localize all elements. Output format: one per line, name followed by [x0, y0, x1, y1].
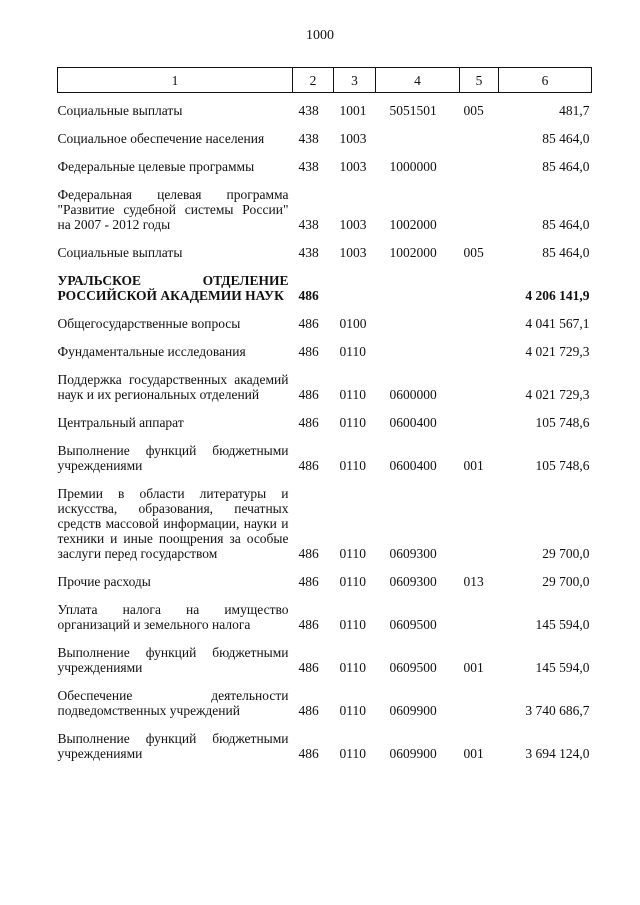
page-number: 1000: [306, 28, 334, 43]
row-kind-cell: 001: [463, 660, 484, 675]
row-name-cell: Федеральная целевая программа "Развитие судебной системы России" на 2007 - 2012 годы: [57, 187, 289, 232]
table-row: [58, 486, 592, 574]
column-header-name: 1: [58, 68, 293, 93]
row-kind-cell: [460, 688, 499, 731]
column-header-amount: 6: [499, 68, 592, 93]
row-amount-cell: 4 021 729,3: [525, 387, 590, 402]
table-body: [58, 93, 592, 775]
row-ministry-cell: 438: [298, 245, 319, 260]
row-kind-cell: [460, 316, 499, 344]
row-kind-cell: [460, 602, 499, 645]
row-section-cell: 0110: [339, 574, 366, 589]
row-amount-cell: 29 700,0: [542, 574, 590, 589]
row-amount-cell: 145 594,0: [535, 617, 590, 632]
row-ministry-cell: 486: [298, 546, 319, 561]
budget-table: [57, 67, 592, 774]
table-row: [58, 731, 592, 774]
row-kind-cell: 013: [463, 574, 484, 589]
row-name-cell: Обеспечение деятельности подведомственных учреждений: [57, 688, 289, 718]
column-header-ministry: 2: [293, 68, 334, 93]
row-amount-cell: 29 700,0: [542, 546, 590, 561]
row-section-cell: 1001: [339, 103, 367, 118]
row-amount-cell: 3 694 124,0: [525, 746, 590, 761]
row-amount-cell: 105 748,6: [535, 415, 590, 430]
header-row: [58, 68, 592, 93]
row-name-cell: Выполнение функций бюджетными учреждениями: [57, 645, 289, 675]
row-name-cell: Общегосударственные вопросы: [57, 316, 241, 331]
row-kind-cell: 005: [463, 103, 484, 118]
row-name-cell: Выполнение функций бюджетными учреждениями: [57, 443, 289, 473]
row-name-cell: Выполнение функций бюджетными учреждениями: [57, 731, 289, 761]
row-kind-cell: [460, 273, 499, 316]
row-ministry-cell: 486: [298, 746, 319, 761]
row-amount-cell: 105 748,6: [535, 458, 590, 473]
row-amount-cell: 4 041 567,1: [525, 316, 590, 331]
column-header-article: 4: [376, 68, 460, 93]
row-amount-cell: 85 464,0: [542, 217, 590, 232]
row-ministry-cell: 486: [298, 660, 319, 675]
row-amount-cell: 85 464,0: [542, 131, 590, 146]
row-ministry-cell: 486: [298, 344, 319, 359]
row-article-cell: [376, 316, 460, 344]
row-article-cell: [376, 273, 460, 316]
row-ministry-cell: 486: [298, 415, 319, 430]
table-row: [58, 159, 592, 187]
row-name-cell: Федеральные целевые программы: [57, 159, 255, 174]
row-article-cell: 1002000: [389, 245, 437, 260]
row-article-cell: [376, 344, 460, 372]
table-row: [58, 316, 592, 344]
row-amount-cell: 85 464,0: [542, 245, 590, 260]
row-ministry-cell: 486: [298, 316, 319, 331]
row-name-cell: Прочие расходы: [57, 574, 151, 589]
row-name-cell: Социальное обеспечение населения: [57, 131, 265, 146]
row-kind-cell: [460, 344, 499, 372]
row-section-cell: 0100: [339, 316, 367, 331]
row-name-cell: Социальные выплаты: [57, 103, 183, 118]
row-ministry-cell: 486: [298, 288, 319, 303]
row-section-cell: 0110: [339, 344, 366, 359]
row-section-cell: 0110: [339, 546, 366, 561]
row-kind-cell: [460, 415, 499, 443]
row-name-cell: УРАЛЬСКОЕ ОТДЕЛЕНИЕ РОССИЙСКОЙ АКАДЕМИИ НАУК: [57, 273, 289, 303]
row-article-cell: 0609300: [389, 546, 437, 561]
row-name-cell: Фундаментальные исследования: [57, 344, 246, 359]
table-row: [58, 131, 592, 159]
row-article-cell: 0600400: [389, 415, 437, 430]
table-row: [58, 372, 592, 415]
row-section-cell: 1003: [339, 159, 367, 174]
row-kind-cell: 001: [463, 458, 484, 473]
row-amount-cell: 4 021 729,3: [525, 344, 590, 359]
row-article-cell: [376, 131, 460, 159]
row-ministry-cell: 438: [298, 217, 319, 232]
row-section-cell: 1003: [339, 131, 367, 146]
row-kind-cell: [460, 372, 499, 415]
row-kind-cell: [460, 486, 499, 574]
row-amount-cell: 4 206 141,9: [525, 288, 590, 303]
row-article-cell: 0609900: [389, 746, 437, 761]
row-article-cell: 5051501: [389, 103, 437, 118]
table-row: [58, 187, 592, 245]
row-article-cell: 0609500: [389, 660, 437, 675]
row-name-cell: Поддержка государственных академий наук и их региональных отделений: [57, 372, 289, 402]
row-section-cell: [334, 273, 376, 316]
row-section-cell: 1003: [339, 245, 367, 260]
table-row: [58, 93, 592, 132]
column-header-section: 3: [334, 68, 376, 93]
row-kind-cell: 001: [463, 746, 484, 761]
table-row: [58, 645, 592, 688]
row-section-cell: 0110: [339, 387, 366, 402]
row-article-cell: 0609500: [389, 617, 437, 632]
row-ministry-cell: 438: [298, 103, 319, 118]
row-ministry-cell: 486: [298, 617, 319, 632]
row-ministry-cell: 438: [298, 131, 319, 146]
row-article-cell: 0609900: [389, 703, 437, 718]
row-article-cell: 1002000: [389, 217, 437, 232]
row-name-cell: Центральный аппарат: [57, 415, 184, 430]
row-section-cell: 0110: [339, 660, 366, 675]
row-section-cell: 0110: [339, 703, 366, 718]
table-row: [58, 688, 592, 731]
row-amount-cell: 3 740 686,7: [525, 703, 590, 718]
table-row: [58, 245, 592, 273]
row-kind-cell: [460, 159, 499, 187]
table-row: [58, 574, 592, 602]
table-row: [58, 443, 592, 486]
row-ministry-cell: 486: [298, 387, 319, 402]
row-ministry-cell: 486: [298, 703, 319, 718]
row-article-cell: 0600400: [389, 458, 437, 473]
table-row: [58, 344, 592, 372]
row-kind-cell: 005: [463, 245, 484, 260]
row-section-cell: 0110: [339, 746, 366, 761]
row-article-cell: 0609300: [389, 574, 437, 589]
row-section-cell: 1003: [339, 217, 367, 232]
row-article-cell: 0600000: [389, 387, 437, 402]
row-article-cell: 1000000: [389, 159, 437, 174]
row-section-cell: 0110: [339, 415, 366, 430]
row-ministry-cell: 486: [298, 574, 319, 589]
row-section-cell: 0110: [339, 617, 366, 632]
row-section-cell: 0110: [339, 458, 366, 473]
row-ministry-cell: 438: [298, 159, 319, 174]
row-name-cell: Премии в области литературы и искусства, образования, печатных средств массовой информации, науки и техники и иные поощрения за особые заслуги перед государством: [57, 486, 289, 561]
table-row: [58, 273, 592, 316]
row-amount-cell: 85 464,0: [542, 159, 590, 174]
row-ministry-cell: 486: [298, 458, 319, 473]
table-row: [58, 602, 592, 645]
row-kind-cell: [460, 187, 499, 245]
row-amount-cell: 481,7: [559, 103, 590, 118]
table-row: [58, 415, 592, 443]
table-header: [58, 68, 592, 93]
row-name-cell: Уплата налога на имущество организаций и земельного налога: [57, 602, 289, 632]
row-amount-cell: 145 594,0: [535, 660, 590, 675]
row-kind-cell: [460, 131, 499, 159]
column-header-kind: 5: [460, 68, 499, 93]
row-name-cell: Социальные выплаты: [57, 245, 183, 260]
